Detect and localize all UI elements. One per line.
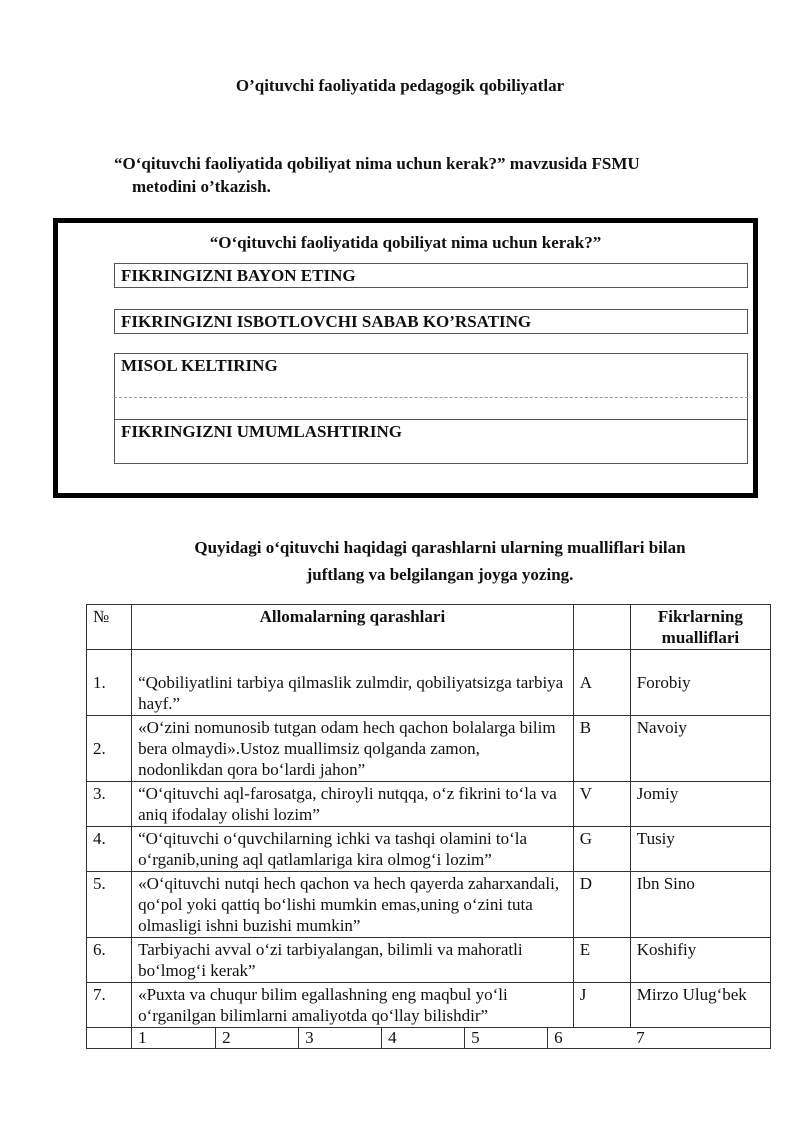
row-author: Tusiy: [630, 827, 770, 872]
row-author: Mirzo Ulug‘bek: [630, 983, 770, 1028]
table-row: [87, 650, 771, 716]
header-authors: Fikrlarning mualliflari: [630, 605, 770, 650]
table-header: [87, 605, 771, 650]
fsmu-row-label: FIKRINGIZNI BAYON ETING: [121, 266, 356, 285]
row-author: Jomiy: [630, 782, 770, 827]
table-row: [87, 983, 771, 1028]
row-view: “Qobiliyatlini tarbiya qilmaslik zulmdir, qobiliyatsizga tarbiya hayf.”: [132, 650, 574, 716]
answer-cell[interactable]: 2: [215, 1028, 298, 1048]
row-view: Tarbiyachi avval o‘zi tarbiyalangan, bilimli va mahoratli bo‘lmog‘i kerak”: [132, 938, 574, 983]
row-no: 5.: [87, 872, 132, 938]
instruction-line-1: Quyidagi o‘qituvchi haqidagi qarashlarni ularning mualliflari bilan: [194, 538, 686, 557]
row-no: 4.: [87, 827, 132, 872]
header-no: №: [87, 605, 132, 650]
table-row: [87, 938, 771, 983]
fsmu-row-opinion: [114, 263, 748, 288]
row-letter: V: [573, 782, 630, 827]
fsmu-row-label: MISOL KELTIRING: [121, 356, 278, 375]
row-no: 6.: [87, 938, 132, 983]
table-row: [87, 872, 771, 938]
page-title: O’qituvchi faoliyatida pedagogik qobiliyatlar: [235, 76, 565, 95]
row-no: 2.: [87, 716, 132, 782]
row-letter: E: [573, 938, 630, 983]
row-no: 7.: [87, 983, 132, 1028]
row-view: «Puxta va chuqur bilim egallashning eng maqbul yo‘li o‘rganilgan bilimlarni amaliyotda qo‘llay bilishdir”: [132, 983, 574, 1028]
instruction-line-2: juftlang va belgilangan joyga yozing.: [306, 565, 574, 584]
answer-cells: [132, 1028, 771, 1049]
row-no: 3.: [87, 782, 132, 827]
answer-cell[interactable]: 6: [547, 1028, 630, 1048]
row-author: Koshifiy: [630, 938, 770, 983]
row-no: 1.: [87, 650, 132, 716]
answer-cell[interactable]: 3: [298, 1028, 381, 1048]
fsmu-row-reason: [114, 309, 748, 334]
answer-cell[interactable]: 7: [636, 1028, 645, 1047]
header-letter: [573, 605, 630, 650]
answer-cell[interactable]: 5: [464, 1028, 547, 1048]
task-text: [114, 152, 730, 198]
instruction: [140, 534, 740, 588]
row-view: “O‘qituvchi o‘quvchilarning ichki va tashqi olamini to‘la o‘rganib,uning aql qatlamlariga kira olmog‘i lozim”: [132, 827, 574, 872]
row-letter: G: [573, 827, 630, 872]
answer-cell[interactable]: 4: [381, 1028, 464, 1048]
matching-table: [86, 604, 771, 1049]
task-line-2: metodini o’tkazish.: [132, 177, 271, 196]
answer-row: [87, 1028, 771, 1049]
row-view: «O‘qituvchi nutqi hech qachon va hech qayerda zaharxandali, qo‘pol yoki qattiq bo‘lishi mumkin emas,uning o‘zini tuta olmasligi ishni buzishi mumkin”: [132, 872, 574, 938]
answer-cell[interactable]: 1: [138, 1028, 147, 1047]
table-row: [87, 827, 771, 872]
fsmu-row-label: FIKRINGIZNI UMUMLASHTIRING: [121, 422, 402, 441]
fsmu-frame: [53, 218, 758, 498]
table-row: [87, 782, 771, 827]
row-letter: J: [573, 983, 630, 1028]
row-author: Navoiy: [630, 716, 770, 782]
row-view: “O‘qituvchi aql-farosatga, chiroyli nutqqa, o‘z fikrini to‘la va aniq ifodalay olishi lozim”: [132, 782, 574, 827]
task-line-1: “O‘qituvchi faoliyatida qobiliyat nima uchun kerak?” mavzusida FSMU: [114, 154, 640, 173]
row-letter: B: [573, 716, 630, 782]
row-author: Ibn Sino: [630, 872, 770, 938]
fsmu-row-summary: [114, 419, 748, 464]
table-row: [87, 716, 771, 782]
row-letter: A: [573, 650, 630, 716]
divider: [114, 397, 748, 398]
fsmu-row-label: FIKRINGIZNI ISBOTLOVCHI SABAB KO’RSATING: [121, 312, 532, 331]
header-views: Allomalarning qarashlari: [132, 605, 574, 650]
answer-blank: [87, 1028, 132, 1049]
row-view: «O‘zini nomunosib tutgan odam hech qachon bolalarga bilim bera olmaydi».Ustoz muallimsiz qolganda zamon, nodonlikdan qora bo‘lardi jahon”: [132, 716, 574, 782]
row-author: Forobiy: [630, 650, 770, 716]
fsmu-question: “O‘qituvchi faoliyatida qobiliyat nima uchun kerak?”: [209, 233, 602, 252]
row-letter: D: [573, 872, 630, 938]
